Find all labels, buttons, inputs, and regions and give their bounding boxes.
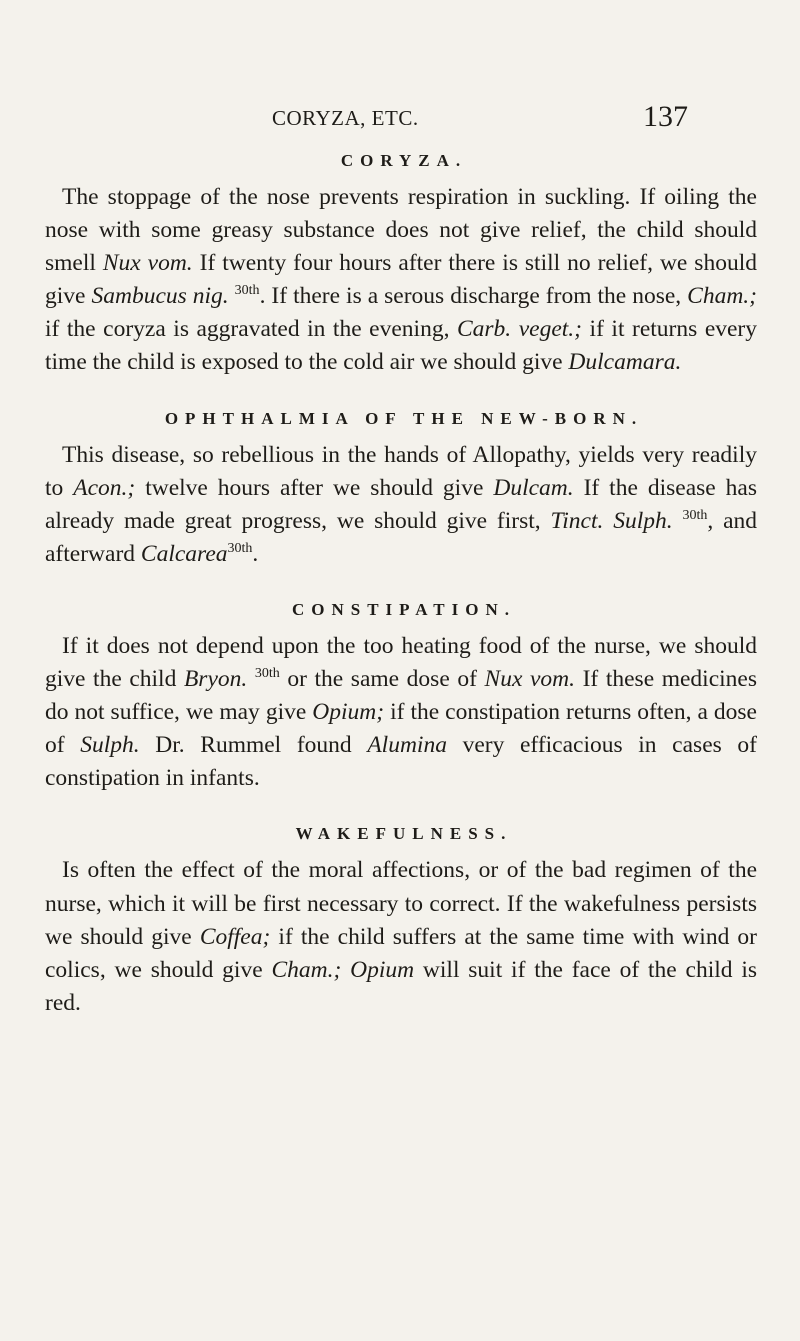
text-run [247,666,255,692]
remedy-name: Opium [350,956,415,983]
text-run: if the child suffers at the same time with wind or colics, we should give [45,923,757,983]
paragraph-wakefulness [45,854,757,1019]
text-run: will suit if the face of the child is red. [45,956,758,1016]
text-run: if it returns every time the child is exposed to the cold air we should give [45,316,758,376]
remedy-name: Dulcamara. [568,349,682,376]
paragraph-constipation [45,630,757,795]
remedy-name: Nux vom. [102,250,193,277]
section-title-constipation: CONSTIPATION. [291,599,517,619]
text-run: If twenty four hours after there is still no relief, we should give [45,250,757,310]
potency-superscript: 30th [682,507,708,523]
remedy-name: Nux vom. [484,666,575,693]
remedy-name: Acon.; [73,474,136,501]
page-number: 137 [643,100,688,133]
section-title-coryza: CORYZA. [340,151,468,170]
running-head [0,100,800,140]
remedy-name: Tinct. Sulph. [550,507,673,534]
section-title-ophthalmia: OPHTHALMIA OF THE NEW-BORN. [164,408,644,428]
potency-superscript: 30th [254,666,280,682]
text-run: twelve hours after we should give [135,474,494,501]
text-run: If the disease has already made great progress, we should give first, [45,474,757,534]
text-run: , and afterward [45,507,758,567]
text-run: if the constipation returns often, a dose of [45,699,757,759]
remedy-name: Carb. veget.; [456,316,582,343]
potency-superscript: 30th [234,283,260,299]
remedy-name: Sambucus nig. [91,283,229,310]
text-run [673,508,683,534]
text-run: Dr. Rummel found [139,732,368,759]
text-run: The stoppage of the nose prevents respiration in suckling. If oiling the nose with some greasy substance does not give relief, the child should smell [45,184,757,277]
remedy-name: Calcarea [140,540,228,567]
section-title-wakefulness: WAKEFULNESS. [295,824,513,844]
text-run: If it does not depend upon the too heating food of the nurse, we should give the child [45,632,757,693]
text-run: If these medicines do not suffice, we may give [45,666,757,726]
remedy-name: Opium; [312,699,385,726]
running-head-title: CORYZA, ETC. [272,106,419,130]
text-run: Is often the effect of the moral affections, or of the bad regimen of the nurse, which it will be first necessary to correct. If the wakefulness persists we should give [45,857,757,950]
text-run: This disease, so rebellious in the hands of Allopathy, yields very readily to [45,441,757,501]
remedy-name: Dulcam. [493,474,574,501]
text-run: very efficacious in cases of constipation in infants. [45,732,757,792]
potency-superscript: 30th [227,541,253,557]
text-run: . If there is a serous discharge from the nose, [259,283,688,310]
paragraph-ophthalmia [45,439,757,571]
body-text [45,150,757,1020]
text-run: or the same dose of [279,666,485,693]
text-run: if the coryza is aggravated in the evening, [45,316,457,343]
remedy-name: Alumina [367,732,447,759]
remedy-name: Bryon. [183,666,248,693]
remedy-name: Cham.; [687,283,757,310]
remedy-name: Sulph. [80,732,140,759]
text-run: . [252,540,259,567]
paragraph-coryza [45,181,757,380]
remedy-name: Cham.; [271,956,342,983]
remedy-name: Coffea; [199,923,271,950]
text-run [341,957,350,983]
